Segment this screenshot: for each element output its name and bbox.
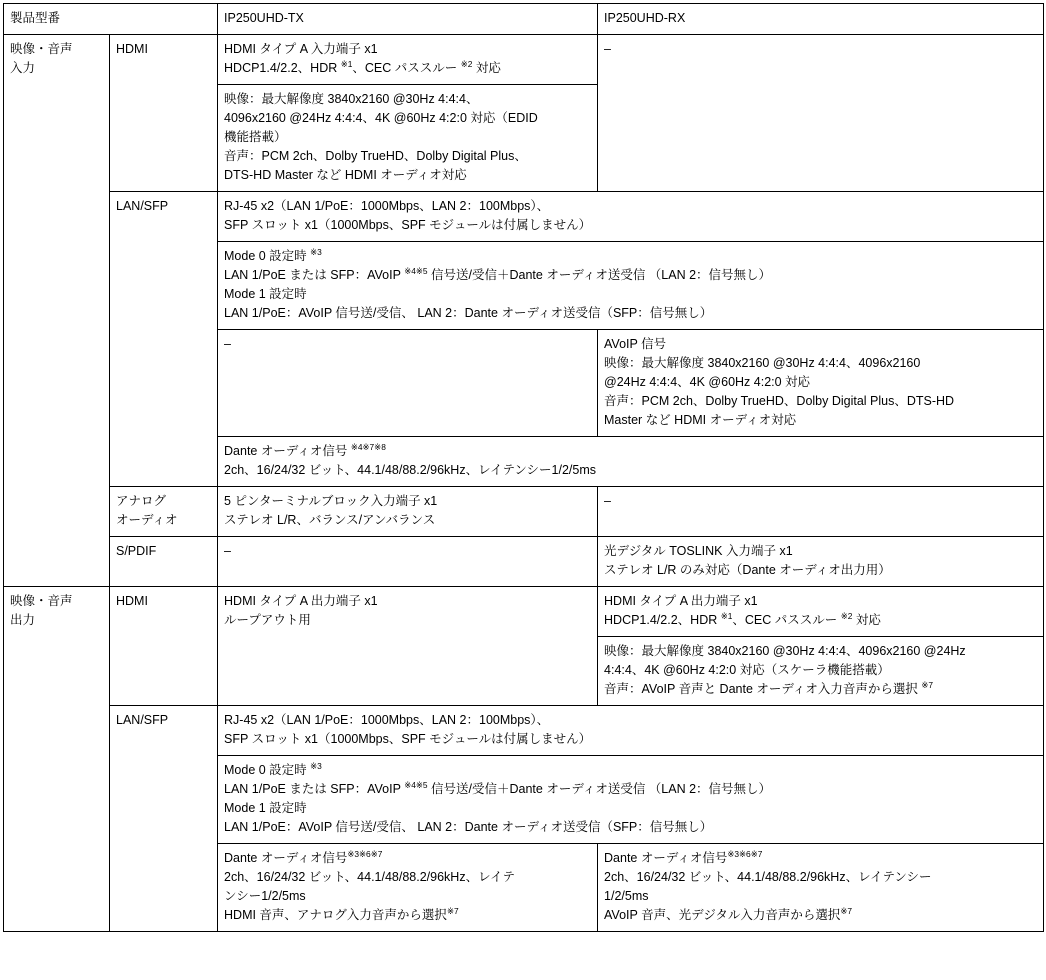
input-dante-line2: 2ch、16/24/32 ビット、44.1/48/88.2/96kHz、レイテンシー1/2/5ms bbox=[224, 463, 596, 477]
output-dante-rx-line2: 2ch、16/24/32 ビット、44.1/48/88.2/96kHz、レイテンシー bbox=[604, 870, 932, 884]
cell-output-lan-modes bbox=[218, 756, 1044, 844]
cell-input-dante bbox=[218, 437, 1044, 487]
table-header-row bbox=[4, 4, 1044, 35]
output-mode0-title: Mode 0 設定時 $^{※3}$ bbox=[224, 760, 322, 777]
group-label-output-line2: 出力 bbox=[10, 613, 36, 627]
footnote-ref-3: ※3 bbox=[310, 246, 322, 257]
input-hdmi-tx-line3: 映像：最大解像度 3840x2160 @30Hz 4:4:4、 bbox=[224, 92, 479, 106]
input-lan-common-line2: SFP スロット x1（1000Mbps、SPF モジュールは付属しません） bbox=[224, 218, 592, 232]
input-analog-tx-line2: ステレオ L/R、バランス/アンバランス bbox=[224, 513, 436, 527]
footnote-ref-3b: ※3 bbox=[310, 760, 322, 771]
input-avoip-rx-line1: AVoIP 信号 bbox=[604, 337, 667, 351]
input-hdmi-tx-line4: 4096x2160 @24Hz 4:4:4、4K @60Hz 4:2:0 対応（EDID bbox=[224, 111, 538, 125]
input-hdmi-tx-line1: HDMI タイプ A 入力端子 x1 bbox=[224, 42, 378, 56]
subrow-label-input-hdmi bbox=[110, 35, 218, 192]
cell-output-dante-tx bbox=[218, 844, 598, 932]
footnote-ref-4-5b: ※4※5 bbox=[404, 779, 428, 790]
subrow-label-input-analog-line1: アナログ bbox=[116, 494, 167, 508]
cell-output-lan-common bbox=[218, 706, 1044, 756]
output-hdmi-rx-line2: HDCP1.4/2.2、HDR $^{※1}$、CEC パススルー $^{※2}$ 対応 bbox=[604, 610, 881, 627]
cell-input-hdmi-tx-a bbox=[218, 35, 598, 85]
output-mode0-desc: LAN 1/PoE または SFP：AVoIP $^{※4※5}$ 信号送/受信＋Dante オーディオ送受信 （LAN 2：信号無し） bbox=[224, 779, 772, 796]
cell-input-hdmi-rx bbox=[598, 35, 1044, 192]
input-lan-common-line1: RJ-45 x2（LAN 1/PoE：1000Mbps、LAN 2：100Mbps）、 bbox=[224, 199, 550, 213]
cell-output-hdmi-tx bbox=[218, 587, 598, 706]
subrow-label-output-hdmi bbox=[110, 587, 218, 706]
output-mode1-title: Mode 1 設定時 bbox=[224, 801, 307, 815]
row-output-hdmi bbox=[4, 587, 1044, 637]
header-tx-model-text: IP250UHD-TX bbox=[224, 11, 304, 25]
specifications-table bbox=[3, 3, 1044, 932]
input-avoip-tx-dash: – bbox=[224, 337, 231, 351]
input-analog-rx-dash: – bbox=[604, 494, 611, 508]
subrow-label-input-analog-line2: オーディオ bbox=[116, 513, 178, 527]
header-model-label-text: 製品型番 bbox=[10, 11, 61, 25]
footnote-ref-7: ※7 bbox=[921, 679, 934, 690]
subrow-label-input-spdif bbox=[110, 537, 218, 587]
output-dante-tx-line1: Dante オーディオ信号$^{※3※6※7}$ bbox=[224, 848, 383, 865]
output-mode1-desc: LAN 1/PoE：AVoIP 信号送/受信、 LAN 2：Dante オーディオ送受信（SFP：信号無し） bbox=[224, 820, 713, 834]
input-hdmi-rx-dash: – bbox=[604, 42, 611, 56]
output-dante-rx-line4: AVoIP 音声、光デジタル入力音声から選択$^{※7}$ bbox=[604, 905, 853, 922]
row-input-hdmi bbox=[4, 35, 1044, 85]
output-dante-tx-line3: ンシー1/2/5ms bbox=[224, 889, 306, 903]
input-mode0-desc: LAN 1/PoE または SFP：AVoIP $^{※4※5}$ 信号送/受信＋Dante オーディオ送受信 （LAN 2：信号無し） bbox=[224, 265, 772, 282]
footnote-ref-4-5: ※4※5 bbox=[404, 265, 428, 276]
subrow-label-output-lan-text: LAN/SFP bbox=[116, 713, 169, 727]
cell-input-analog-tx bbox=[218, 487, 598, 537]
input-avoip-rx-line3: @24Hz 4:4:4、4K @60Hz 4:2:0 対応 bbox=[604, 375, 811, 389]
subrow-label-input-lan bbox=[110, 192, 218, 487]
footnote-ref-2b: ※2 bbox=[840, 610, 853, 621]
cell-output-hdmi-rx-b bbox=[598, 637, 1044, 706]
output-hdmi-tx-line2: ループアウト用 bbox=[224, 613, 311, 627]
group-label-output-line1: 映像・音声 bbox=[10, 594, 73, 608]
subrow-label-input-hdmi-text: HDMI bbox=[116, 42, 148, 56]
input-dante-line1: Dante オーディオ信号 $^{※4※7※8}$ bbox=[224, 441, 386, 458]
output-hdmi-rx-line3: 映像：最大解像度 3840x2160 @30Hz 4:4:4、4096x2160 @24Hz bbox=[604, 644, 966, 658]
row-input-analog bbox=[4, 487, 1044, 537]
header-rx-model-text: IP250UHD-RX bbox=[604, 11, 686, 25]
input-analog-tx-line1: 5 ピンターミナルブロック入力端子 x1 bbox=[224, 494, 438, 508]
group-label-input-line1: 映像・音声 bbox=[10, 42, 73, 56]
cell-input-lan-modes bbox=[218, 242, 1044, 330]
group-label-input-line2: 入力 bbox=[10, 61, 36, 75]
footnote-ref-7b: ※7 bbox=[446, 905, 459, 916]
input-hdmi-tx-line2: HDCP1.4/2.2、HDR $^{※1}$、CEC パススルー $^{※2}$ 対応 bbox=[224, 58, 501, 75]
footnote-ref-3-6-7b: ※3※6※7 bbox=[727, 848, 763, 859]
subrow-label-input-lan-text: LAN/SFP bbox=[116, 199, 169, 213]
footnote-ref-7c: ※7 bbox=[840, 905, 853, 916]
output-hdmi-rx-line5: 音声：AVoIP 音声と Dante オーディオ入力音声から選択 $^{※7}$ bbox=[604, 679, 934, 696]
footnote-ref-1: ※1 bbox=[340, 58, 353, 69]
subrow-label-output-hdmi-text: HDMI bbox=[116, 594, 148, 608]
row-output-lan-common bbox=[4, 706, 1044, 756]
input-avoip-rx-line5: Master など HDMI オーディオ対応 bbox=[604, 413, 797, 427]
cell-input-analog-rx bbox=[598, 487, 1044, 537]
cell-input-hdmi-tx-b bbox=[218, 85, 598, 192]
input-spdif-tx-dash: – bbox=[224, 544, 231, 558]
output-dante-rx-line3: 1/2/5ms bbox=[604, 889, 649, 903]
subrow-label-input-analog bbox=[110, 487, 218, 537]
cell-input-spdif-rx bbox=[598, 537, 1044, 587]
header-tx-model bbox=[218, 4, 598, 35]
output-hdmi-rx-line1: HDMI タイプ A 出力端子 x1 bbox=[604, 594, 758, 608]
cell-input-lan-common bbox=[218, 192, 1044, 242]
header-model-label bbox=[4, 4, 218, 35]
group-label-output bbox=[4, 587, 110, 932]
input-mode1-desc: LAN 1/PoE：AVoIP 信号送/受信、 LAN 2：Dante オーディオ送受信（SFP：信号無し） bbox=[224, 306, 713, 320]
header-rx-model bbox=[598, 4, 1044, 35]
row-input-spdif bbox=[4, 537, 1044, 587]
output-lan-common-line1: RJ-45 x2（LAN 1/PoE：1000Mbps、LAN 2：100Mbps）、 bbox=[224, 713, 550, 727]
subrow-label-output-lan bbox=[110, 706, 218, 932]
footnote-ref-1b: ※1 bbox=[720, 610, 733, 621]
output-hdmi-rx-line4: 4:4:4、4K @60Hz 4:2:0 対応（スケーラ機能搭載） bbox=[604, 663, 890, 677]
input-mode0-title: Mode 0 設定時 $^{※3}$ bbox=[224, 246, 322, 263]
output-dante-tx-line2: 2ch、16/24/32 ビット、44.1/48/88.2/96kHz、レイテ bbox=[224, 870, 515, 884]
cell-input-spdif-tx bbox=[218, 537, 598, 587]
input-hdmi-tx-line6: 音声：PCM 2ch、Dolby TrueHD、Dolby Digital Plus、 bbox=[224, 149, 527, 163]
footnote-ref-4-7-8: ※4※7※8 bbox=[350, 441, 386, 452]
group-label-input bbox=[4, 35, 110, 587]
input-spdif-rx-line2: ステレオ L/R のみ対応（Dante オーディオ出力用） bbox=[604, 563, 891, 577]
output-lan-common-line2: SFP スロット x1（1000Mbps、SPF モジュールは付属しません） bbox=[224, 732, 592, 746]
cell-input-avoip-rx bbox=[598, 330, 1044, 437]
footnote-ref-2: ※2 bbox=[460, 58, 473, 69]
cell-output-dante-rx bbox=[598, 844, 1044, 932]
input-hdmi-tx-line5: 機能搭載） bbox=[224, 130, 287, 144]
input-avoip-rx-line4: 音声：PCM 2ch、Dolby TrueHD、Dolby Digital Plus、DTS-HD bbox=[604, 394, 955, 408]
footnote-ref-3-6-7: ※3※6※7 bbox=[347, 848, 383, 859]
input-spdif-rx-line1: 光デジタル TOSLINK 入力端子 x1 bbox=[604, 544, 793, 558]
input-hdmi-tx-line7: DTS-HD Master など HDMI オーディオ対応 bbox=[224, 168, 467, 182]
input-avoip-rx-line2: 映像：最大解像度 3840x2160 @30Hz 4:4:4、4096x2160 bbox=[604, 356, 921, 370]
cell-output-hdmi-rx-a bbox=[598, 587, 1044, 637]
input-mode1-title: Mode 1 設定時 bbox=[224, 287, 307, 301]
output-hdmi-tx-line1: HDMI タイプ A 出力端子 x1 bbox=[224, 594, 378, 608]
row-input-lan-common bbox=[4, 192, 1044, 242]
output-dante-tx-line4: HDMI 音声、アナログ入力音声から選択$^{※7}$ bbox=[224, 905, 459, 922]
output-dante-rx-line1: Dante オーディオ信号$^{※3※6※7}$ bbox=[604, 848, 763, 865]
cell-input-avoip-tx bbox=[218, 330, 598, 437]
subrow-label-input-spdif-text: S/PDIF bbox=[116, 544, 157, 558]
